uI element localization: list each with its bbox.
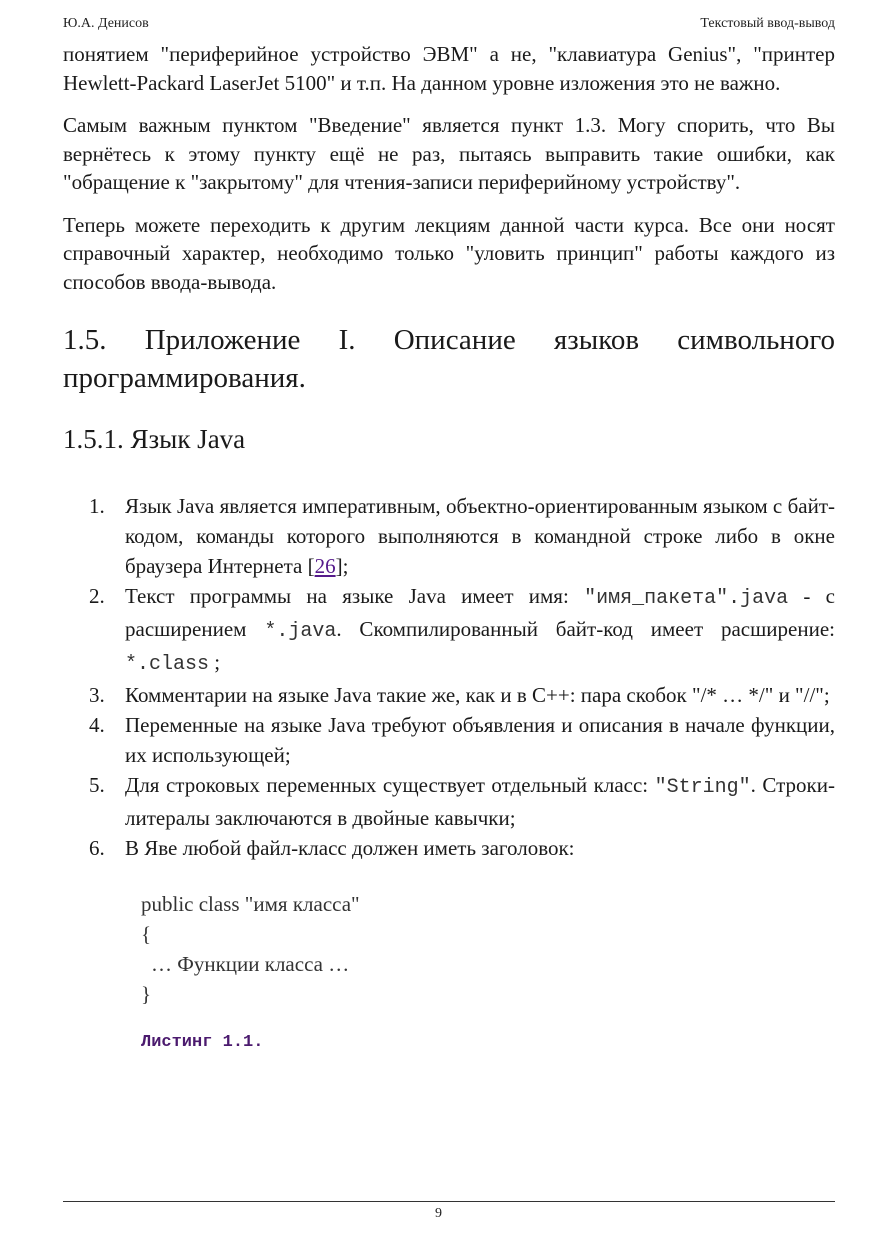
section-heading: 1.5. Приложение I. Описание языков символьного программирования. xyxy=(63,324,835,394)
code-extension-java: *.java xyxy=(264,620,337,643)
running-header xyxy=(63,16,835,32)
code-filename: "имя_пакета".java xyxy=(584,587,789,610)
paragraph-1: понятием "периферийное устройство ЭВМ" а не, "клавиатура Genius", "принтер Hewlett-Packard LaserJet 5100" и т.п. На данном уровне изложения это не важно. xyxy=(63,42,835,95)
list-item-text: В Яве любой файл-класс должен иметь заголовок: xyxy=(125,836,575,860)
code-string-class: "String" xyxy=(654,776,751,799)
list-number: 5. xyxy=(89,773,105,797)
list-item xyxy=(63,680,835,710)
header-title: Текстовый ввод-вывод xyxy=(700,16,835,31)
code-line: public class "имя класса" xyxy=(141,892,360,916)
code-line: … Функции класса … xyxy=(151,952,350,976)
reference-link[interactable]: 26 xyxy=(314,554,336,578)
code-line: } xyxy=(141,982,152,1006)
list-item-text: Переменные на языке Java требуют объявления и описания в начале функции, их использующей; xyxy=(125,713,835,767)
list-item xyxy=(63,581,835,680)
list-item-text: Язык Java является императивным, объектно-ориентированным языком с байт-кодом, команды которого выполняются в командной строке либо в окне браузера Интернета [ xyxy=(125,494,835,578)
code-listing xyxy=(141,889,835,1009)
list-item xyxy=(63,710,835,770)
code-extension-class: *.class xyxy=(125,653,210,676)
page-content xyxy=(63,40,835,1052)
list-item-text: Текст программы на языке Java имеет имя: xyxy=(125,584,585,608)
java-features-list xyxy=(63,491,835,863)
list-item-text: . Скомпилированный байт-код имеет расширение: xyxy=(336,617,835,641)
header-author: Ю.А. Денисов xyxy=(63,16,149,31)
listing-caption: Листинг 1.1. xyxy=(141,1033,264,1052)
list-item-text: Комментарии на языке Java такие же, как и в C++: пара скобок "/* … */" и "//"; xyxy=(125,683,830,707)
list-number: 1. xyxy=(89,494,105,518)
list-item-text: ; xyxy=(209,650,221,674)
list-item xyxy=(63,770,835,833)
list-item-text: . Строки-литералы заключаются в двойные кавычки; xyxy=(125,773,835,830)
paragraph-3: Теперь можете переходить к другим лекциям данной части курса. Все они носят справочный характер, необходимо только "уловить принцип" работы каждого из способов ввода-вывода. xyxy=(63,212,835,294)
paragraph-2: Самым важным пунктом "Введение" является пункт 1.3. Могу спорить, что Вы вернётесь к этому пункту ещё не раз, пытаясь выправить такие ошибки, как "обращение к "закрытому" для чтения-записи периферийному устройству". xyxy=(63,113,835,194)
list-number: 6. xyxy=(89,836,105,860)
list-item-text: Для строковых переменных существует отдельный класс: xyxy=(125,773,655,797)
code-line: { xyxy=(141,922,152,946)
list-item-tail: ]; xyxy=(335,554,349,578)
subsection-heading: 1.5.1. Язык Java xyxy=(63,424,246,454)
list-number: 4. xyxy=(89,713,105,737)
list-item-text: - с расширением xyxy=(125,584,835,641)
list-item xyxy=(63,491,835,581)
page-number: 9 xyxy=(435,1206,442,1221)
list-number: 3. xyxy=(89,683,105,707)
list-item xyxy=(63,833,835,863)
footer-divider xyxy=(63,1201,835,1202)
list-number: 2. xyxy=(89,584,105,608)
